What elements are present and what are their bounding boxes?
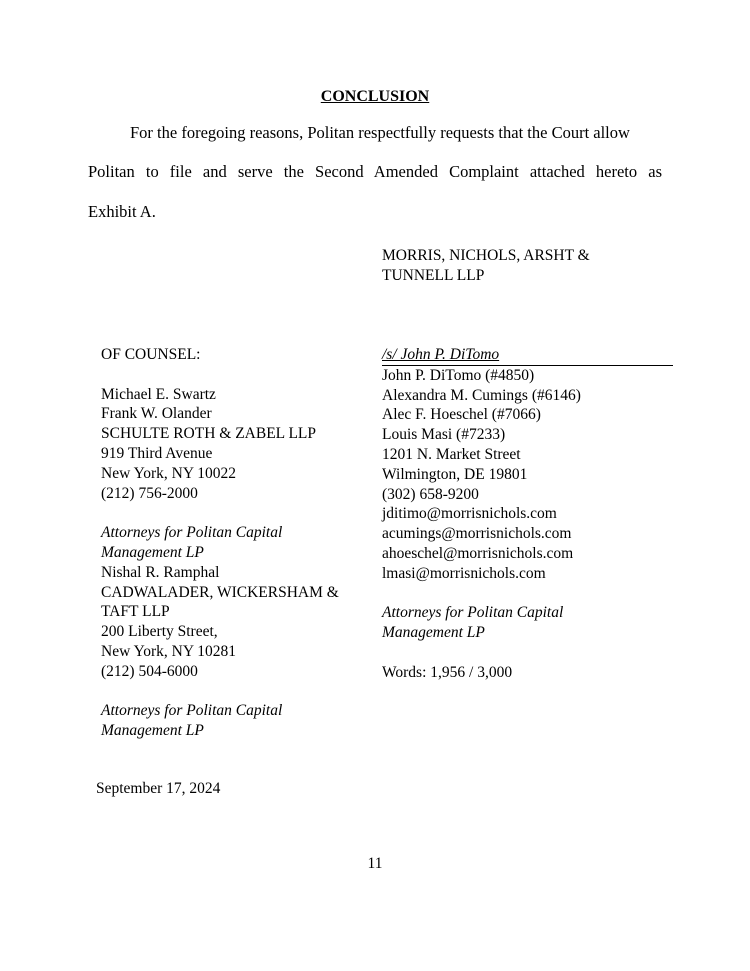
signatory-phone: (302) 658-9200	[382, 485, 479, 503]
counsel-firm: SCHULTE ROTH & ZABEL LLP	[101, 425, 316, 443]
counsel-phone: (212) 756-2000	[101, 484, 198, 502]
signatory-address: 1201 N. Market Street	[382, 445, 521, 463]
signature-line: /s/ John P. DiTomo	[382, 345, 673, 366]
counsel-role: Attorneys for Politan Capital	[101, 524, 283, 542]
signatory-email: ahoeschel@morrisnichols.com	[382, 544, 574, 562]
signatory-email: acumings@morrisnichols.com	[382, 525, 572, 543]
firm-name-block	[382, 246, 590, 286]
signatory-email: jditimo@morrisnichols.com	[382, 505, 557, 523]
counsel-role: Attorneys for Politan Capital	[101, 702, 283, 720]
counsel-phone: (212) 504-6000	[101, 662, 198, 680]
filing-date: September 17, 2024	[96, 780, 221, 797]
signatory-attorney: Louis Masi (#7233)	[382, 426, 506, 444]
counsel-firm: TAFT LLP	[101, 603, 170, 621]
counsel-attorney: Nishal R. Ramphal	[101, 563, 220, 581]
body-line-1: For the foregoing reasons, Politan respectfully requests that the Court allow	[130, 123, 630, 142]
page-number: 11	[367, 855, 383, 872]
signatory-address: Wilmington, DE 19801	[382, 465, 528, 483]
counsel-address: New York, NY 10022	[101, 464, 237, 482]
of-counsel-block	[101, 345, 339, 741]
word-count: Words: 1,956 / 3,000	[382, 663, 513, 681]
counsel-attorney: Michael E. Swartz	[101, 385, 216, 403]
body-line-2: Politan to file and serve the Second Amended Complaint attached hereto as	[88, 162, 662, 181]
counsel-address: 200 Liberty Street,	[101, 623, 218, 641]
signature-block	[382, 345, 673, 683]
section-heading: CONCLUSION	[320, 88, 430, 105]
counsel-address: 919 Third Avenue	[101, 444, 213, 462]
counsel-attorney: Frank W. Olander	[101, 405, 212, 423]
firm-name-line-2: TUNNELL LLP	[382, 266, 485, 284]
signatory-email: lmasi@morrisnichols.com	[382, 564, 546, 582]
body-line-3: Exhibit A.	[88, 202, 156, 221]
counsel-role: Management LP	[101, 543, 204, 561]
of-counsel-label: OF COUNSEL:	[101, 346, 201, 363]
signatory-attorney: Alexandra M. Cumings (#6146)	[382, 386, 581, 404]
signatory-role: Management LP	[382, 624, 485, 642]
counsel-address: New York, NY 10281	[101, 642, 237, 660]
counsel-firm: CADWALADER, WICKERSHAM &	[101, 583, 339, 601]
signatory-role: Attorneys for Politan Capital	[382, 604, 564, 622]
counsel-role: Management LP	[101, 722, 204, 740]
signatory-attorney: Alec F. Hoeschel (#7066)	[382, 406, 541, 424]
signatory-attorney: John P. DiTomo (#4850)	[382, 366, 535, 384]
firm-name-line-1: MORRIS, NICHOLS, ARSHT &	[382, 247, 590, 264]
